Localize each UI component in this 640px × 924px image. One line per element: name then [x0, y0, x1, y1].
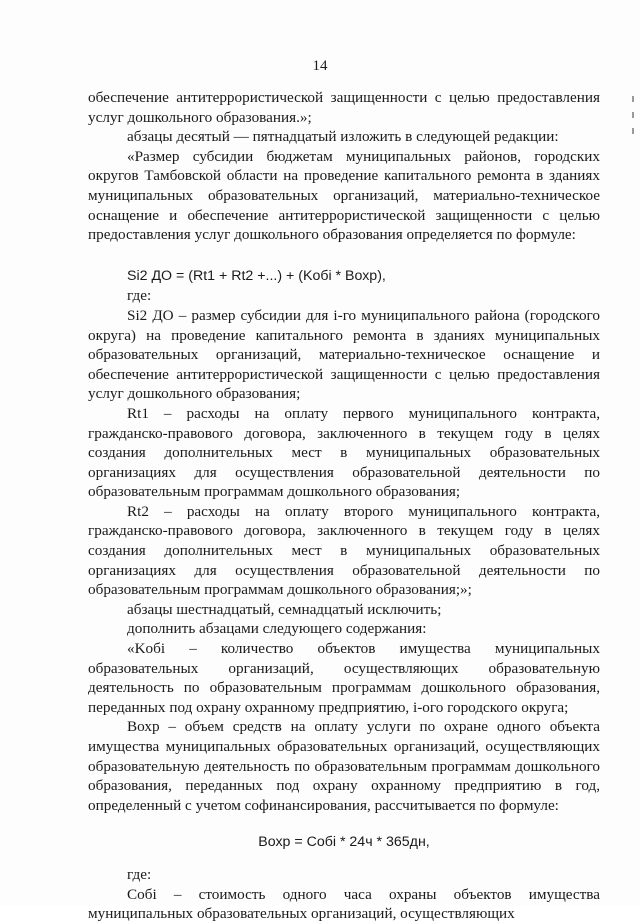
where-label: где:	[127, 287, 152, 305]
paragraph-subsidy-size: «Размер субсидии бюджетам муниципальных районов, городских округов Тамбовской области на проведение капитального ремонта в зданиях муниципальных образовательных организаций, материально-техническое оснащение и обеспечение антитеррористической защищенности с целью предоставления услуг дошкольного образования определяется по формуле:	[88, 147, 600, 244]
page-number: 14	[312, 58, 328, 74]
margin-mark	[632, 96, 634, 102]
paragraph-supplement-intro: дополнить абзацами следующего содержания:	[127, 620, 427, 638]
paragraph-continuation: обеспечение антитеррористической защищенности с целью предоставления услуг дошкольного образования.»;	[88, 89, 600, 126]
paragraph-amendment-intro: абзацы десятый — пятнадцатый изложить в следующей редакции:	[127, 128, 559, 146]
formula-subsidy: Si2 ДО = (Rt1 + Rt2 +...) + (Kобi * Bохр),	[127, 267, 386, 284]
where-label: где:	[127, 865, 152, 883]
paragraph-cob-definition: Cобi – стоимость одного часа охраны объектов имущества муниципальных образовательных организаций, осуществляющих	[88, 885, 600, 923]
paragraph-si2-definition: Si2 ДО – размер субсидии для i-го муниципального района (городского округа) на проведение капитального ремонта в зданиях муниципальных образовательных организаций, материально-техническое оснащение и обеспечение антитеррористической защищенности с целью предоставления услуг дошкольного образования;	[88, 306, 600, 403]
paragraph-rt2-definition: Rt2 – расходы на оплату второго муниципального контракта, гражданско-правового договора, заключенного в текущем году в целях создания дополнительных мест в муниципальных образовательных организациях для осуществления образовательной деятельности по образовательным программам дошкольного образования;»;	[88, 502, 600, 599]
margin-mark	[632, 128, 634, 134]
paragraph-exclude: абзацы шестнадцатый, семнадцатый исключить;	[127, 600, 442, 618]
formula-vohr: Bохр = Cобi * 24ч * 365дн,	[258, 834, 430, 851]
document-body	[88, 88, 600, 924]
margin-mark	[632, 112, 634, 118]
paragraph-kob-definition: «Kобi – количество объектов имущества муниципальных образовательных организаций, осуществляющих образовательную деятельность по образовательным программам дошкольного образования, переданных под охрану охранному предприятию, i-ого городского округа;	[88, 640, 600, 716]
paragraph-vohr-definition: Bохр – объем средств на оплату услуги по охране одного объекта имущества муниципальных образовательных организаций, осуществляющих образовательную деятельность по образовательным программам дошкольного образования, переданных под охрану охранному предприятию в год, определенный с учетом софинансирования, рассчитывается по формуле:	[88, 718, 600, 814]
paragraph-rt1-definition: Rt1 – расходы на оплату первого муниципального контракта, гражданско-правового договора, заключенного в текущем году в целях создания дополнительных мест в муниципальных образовательных организациях для осуществления образовательной деятельности по образовательным программам дошкольного образования;	[88, 404, 600, 501]
